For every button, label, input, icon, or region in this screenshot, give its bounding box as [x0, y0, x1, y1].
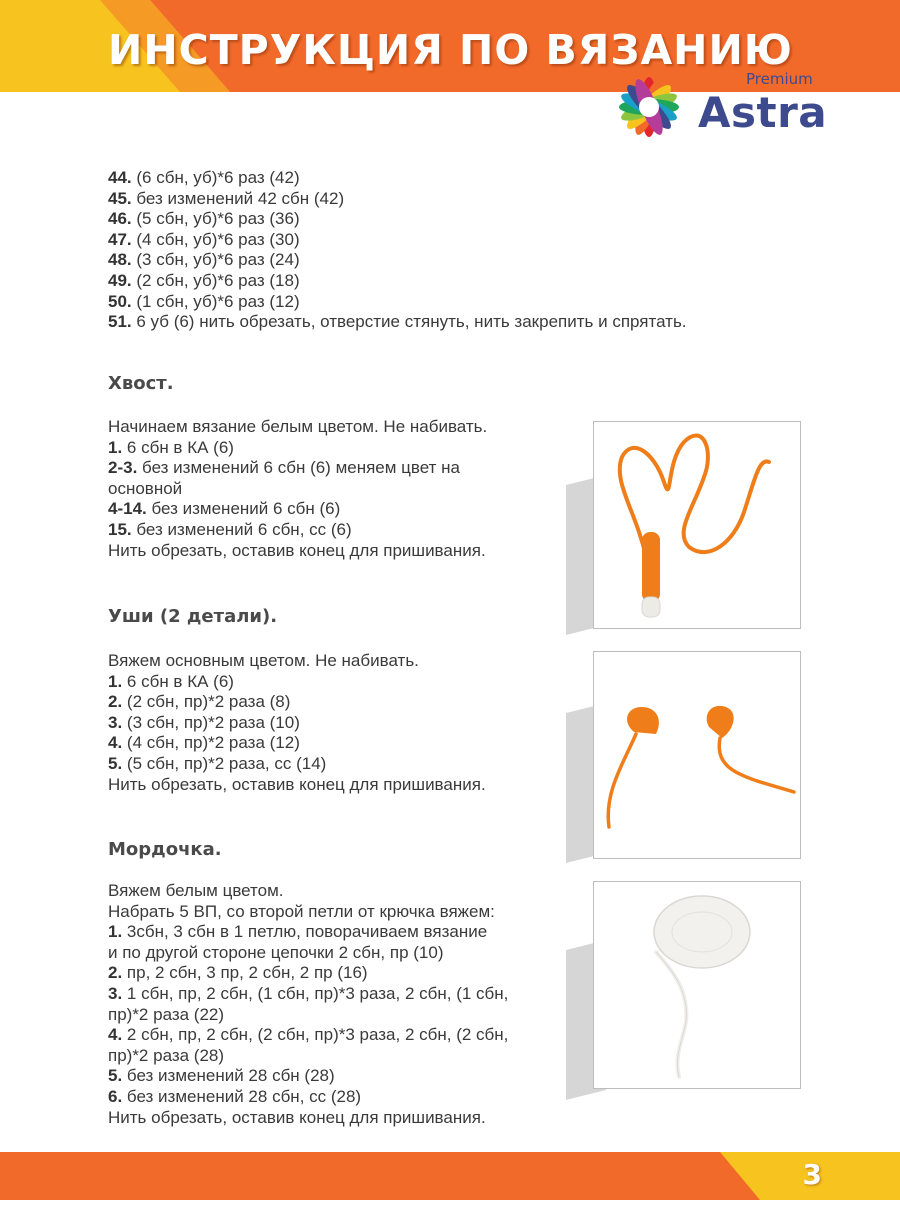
instruction-line: 49. (2 сбн, уб)*6 раз (18) [108, 270, 300, 290]
instruction-line: 48. (3 сбн, уб)*6 раз (24) [108, 250, 300, 270]
section-title-muzzle: Мордочка. [108, 839, 222, 860]
tail-instructions [108, 417, 487, 561]
instruction-line: 50. (1 сбн, уб)*6 раз (12) [108, 291, 300, 311]
instruction-line: 44. (6 сбн, уб)*6 раз (42) [108, 168, 300, 187]
instruction-line: 1. 6 сбн в КА (6) [108, 671, 234, 691]
instruction-line: 2. (2 сбн, пр)*2 раза (8) [108, 692, 291, 712]
muzzle-image [594, 882, 800, 1088]
ears-photo [593, 651, 801, 859]
footer-background [0, 1152, 900, 1200]
brand-logo [608, 66, 828, 146]
instruction-line: пр)*2 раза (28) [108, 1045, 225, 1065]
instruction-line: 5. (5 сбн, пр)*2 раза, сс (14) [108, 753, 327, 773]
instruction-line: 45. без изменений 42 сбн (42) [108, 188, 345, 208]
instruction-line: Вяжем белым цветом. [108, 881, 284, 900]
instruction-line: Вяжем основным цветом. Не набивать. [108, 651, 419, 670]
instruction-line: 47. (4 сбн, уб)*6 раз (30) [108, 229, 300, 249]
section-title-tail: Хвост. [108, 373, 174, 394]
tail-photo [593, 421, 801, 629]
tail-image [594, 422, 800, 628]
instruction-line: Начинаем вязание белым цветом. Не набивать. [108, 417, 488, 436]
instruction-line: 3. 1 сбн, пр, 2 сбн, (1 сбн, пр)*3 раза, 2 сбн, (1 сбн, [108, 983, 509, 1003]
muzzle-instructions [108, 881, 508, 1128]
ears-image [594, 652, 800, 858]
section-title-ears: Уши (2 детали). [108, 606, 278, 627]
instruction-line: 4. 2 сбн, пр, 2 сбн, (2 сбн, пр)*3 раза, 2 сбн, (2 сбн, [108, 1025, 509, 1045]
instruction-line: Набрать 5 ВП, со второй петли от крючка вяжем: [108, 901, 495, 921]
instruction-line: 4. (4 сбн, пр)*2 раза (12) [108, 733, 300, 753]
instruction-line: 2-3. без изменений 6 сбн (6) меняем цвет на [108, 458, 460, 478]
instruction-line: Нить обрезать, оставив конец для пришивания. [108, 1107, 486, 1127]
instruction-line: Нить обрезать, оставив конец для пришивания. [108, 774, 486, 794]
instruction-line: и по другой стороне цепочки 2 сбн, пр (10) [108, 942, 444, 962]
instruction-line: 6. без изменений 28 сбн, сс (28) [108, 1086, 362, 1106]
instruction-line: пр)*2 раза (22) [108, 1004, 225, 1024]
instruction-line: 51. 6 уб (6) нить обрезать, отверстие стянуть, нить закрепить и спрятать. [108, 312, 687, 332]
instruction-line: 2. пр, 2 сбн, 3 пр, 2 сбн, 2 пр (16) [108, 963, 368, 983]
instruction-line: 15. без изменений 6 сбн, сс (6) [108, 519, 352, 539]
brand-premium-label: Premium [746, 70, 813, 88]
intro-rows [108, 168, 687, 333]
instruction-line: 46. (5 сбн, уб)*6 раз (36) [108, 209, 300, 229]
instruction-line: 3. (3 сбн, пр)*2 раза (10) [108, 712, 300, 732]
page-title: ИНСТРУКЦИЯ ПО ВЯЗАНИЮ [108, 26, 793, 74]
instruction-line: Нить обрезать, оставив конец для пришивания. [108, 540, 486, 560]
instruction-line: 5. без изменений 28 сбн (28) [108, 1066, 335, 1086]
flower-logo-icon [608, 66, 690, 148]
instruction-line: 1. 6 сбн в КА (6) [108, 437, 234, 457]
brand-name: Astra [698, 88, 828, 137]
instruction-line: основной [108, 478, 183, 498]
instruction-line: 4-14. без изменений 6 сбн (6) [108, 499, 341, 519]
footer-band [0, 1152, 900, 1200]
muzzle-photo [593, 881, 801, 1089]
ears-instructions [108, 651, 486, 795]
instruction-line: 1. 3сбн, 3 сбн в 1 петлю, поворачиваем вязание [108, 922, 488, 942]
page-number: 3 [802, 1158, 822, 1191]
